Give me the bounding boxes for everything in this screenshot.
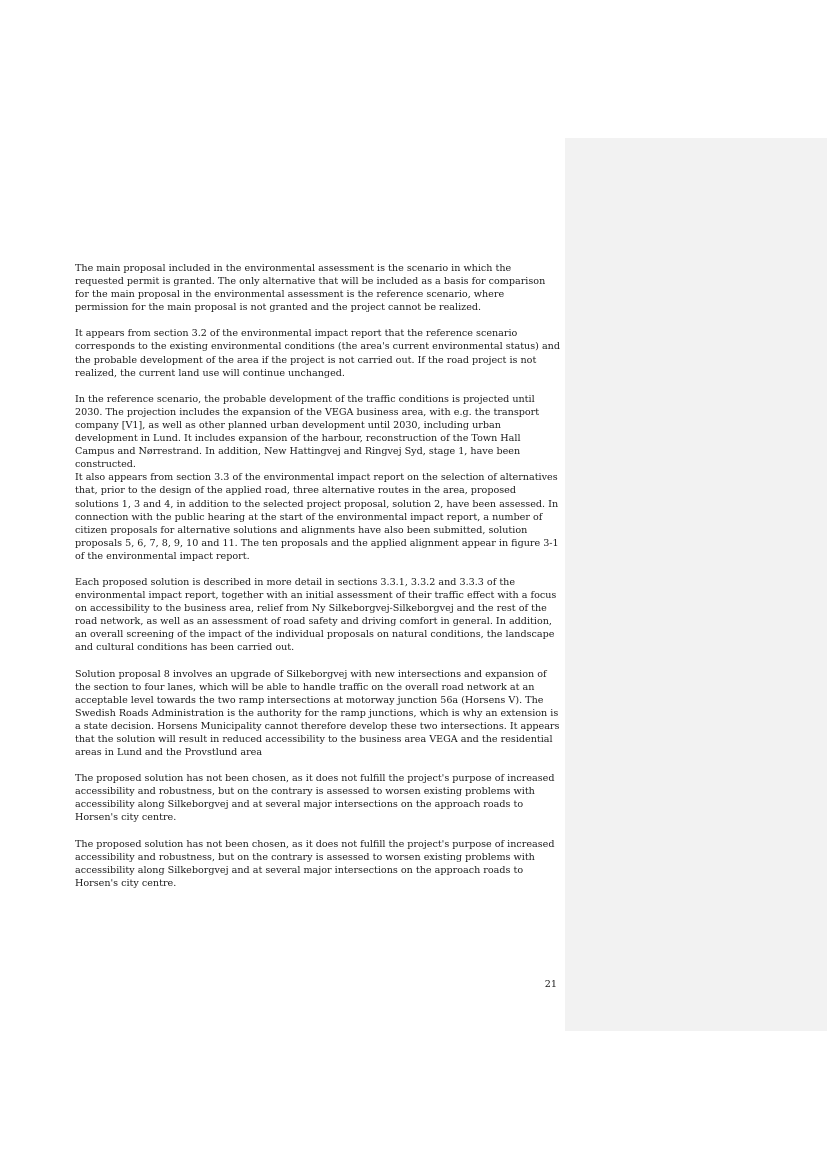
paragraph-solution-8: Solution proposal 8 involves an upgrade of Silkeborgvej with new intersections and expansion of the section to four lanes, which will be able to handle traffic on the overall road network at an acceptable level towards the two ramp intersections at motorway junction 56a (Horsens V). The Swedish Roads Administration is the authority for the ramp junctions, which is why an extension is a state decision. Horsens Municipality cannot therefore develop these two intersections. It appears that the solution will result in reduced accessibility to the business area VEGA and the residential areas in Lund and the Provstlund area [75,668,560,759]
paragraph-main-proposal: The main proposal included in the environmental assessment is the scenario in which the requested permit is granted. The only alternative that will be included as a basis for comparison for the main proposal in the environmental assessment is the reference scenario, where permission for the main proposal is not granted and the project cannot be realized. [75,263,546,314]
paragraph-alternatives: It also appears from section 3.3 of the environmental impact report on the selection of alternatives that, prior to the design of the applied road, three alternative routes in the area, proposed solutions 1, 3 and 4, in addition to the selected project proposal, solution 2, have been assessed. In connection with the public hearing at the start of the environmental impact report, a number of citizen proposals for alternative solutions and alignments have also been submitted, solution proposals 5, 6, 7, 8, 9, 10 and 11. The ten proposals and the applied alignment appear in figure 3-1 of the environmental impact report. [75,472,559,562]
paragraph-not-chosen-1: The proposed solution has not been chosen, as it does not fulfill the project's purpose of increased accessibility and robustness, but on the contrary is assessed to worsen existing problems with accessibility along Silkeborgvej and at several major intersections on the approach roads to Horsen's city centre. [75,773,555,824]
paragraph-traffic-projection: In the reference scenario, the probable development of the traffic conditions is projected until 2030. The projection includes the expansion of the VEGA business area, with e.g. the transport company [V1], as well as other planned urban development until 2030, including urban development in Lund. It includes expansion of the harbour, reconstruction of the Town Hall Campus and Nørrestrand. In addition, New Hattingvej and Ringvej Syd, stage 1, have been constructed. [75,393,540,471]
paragraph-reference-scenario: It appears from section 3.2 of the environmental impact report that the reference scenario corresponds to the existing environmental conditions (the area's current environmental status) and the probable development of the area if the project is not carried out. If the road project is not realized, the current land use will continue unchanged. [75,328,560,379]
paragraph-not-chosen-2: The proposed solution has not been chosen, as it does not fulfill the project's purpose of increased accessibility and robustness, but on the contrary is assessed to worsen existing problems with accessibility along Silkeborgvej and at several major intersections on the approach roads to Horsen's city centre. [75,838,555,889]
document-body [75,262,560,903]
page-number: 21 [544,979,557,990]
comment-margin-pane [565,138,827,1031]
paragraph-solution-descriptions: Each proposed solution is described in more detail in sections 3.3.1, 3.3.2 and 3.3.3 of the environmental impact report, together with an initial assessment of their traffic effect with a focus on accessibility to the business area, relief from Ny Silkeborgvej-Silkeborgvej and the rest of the road network, as well as an assessment of road safety and driving comfort in general. In addition, an overall screening of the impact of the individual proposals on natural conditions, the landscape and cultural conditions has been carried out. [75,576,557,654]
